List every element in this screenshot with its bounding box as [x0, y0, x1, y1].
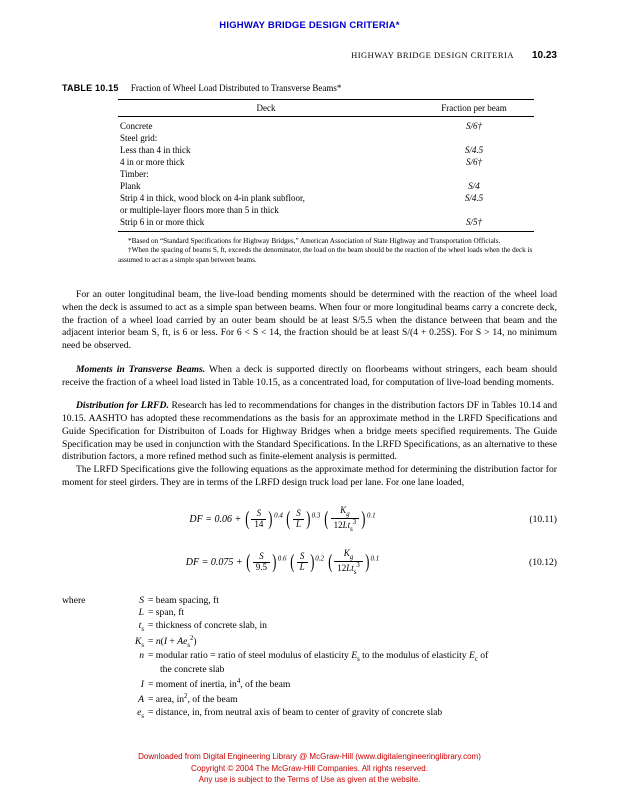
paragraph-lrfd-equations-intro: The LRFD Specifications give the following equations as the approximate method for determining the distribution factor for moment for steel girders. They are in terms of the LRFD design truck load per lane. For one lane loaded,: [62, 464, 557, 488]
wheel-load-table: [118, 99, 534, 232]
frac-num-kg: $K_g$: [343, 548, 354, 561]
equation-lhs: DF = 0.075 +: [185, 557, 243, 569]
paragraph-moments-text: When a deck is supported directly on floorbeams without stringers, each beam should receive the fraction of a wheel load listed in Table 10.15, as a concentrated load, for computation of live-load bending moments.: [62, 363, 558, 388]
table-row: [118, 180, 534, 192]
row-label: 4 in or more thick: [120, 157, 185, 167]
table-row: [118, 156, 534, 168]
frac-den-12lts3: $12Lt_s^3$: [334, 561, 363, 576]
row-value: [414, 168, 534, 180]
row-value: S/6†: [465, 157, 482, 167]
paren-close-icon: ): [309, 551, 315, 574]
row-value: [414, 132, 534, 144]
fraction-s-over-9-5: $\frac{S}{9.5}$: [253, 552, 270, 573]
row-label: Steel grid:: [120, 133, 158, 143]
row-label: Timber:: [120, 169, 149, 179]
chapter-header-link[interactable]: HIGHWAY BRIDGE DESIGN CRITERIA*: [219, 20, 400, 31]
definition-term: $t_s$: [138, 620, 144, 634]
definition-item: [108, 607, 557, 620]
row-label: Strip 4 in thick, wood block on 4-in plank subfloor,: [120, 193, 305, 203]
paren-close-icon: ): [268, 507, 273, 530]
runin-head-moments: Moments in Transverse Beams.: [76, 363, 206, 375]
fraction-kg-over-12lts3: [334, 549, 363, 577]
row-label: Strip 6 in or more thick: [118, 216, 414, 232]
exponent-2: 0.3: [311, 511, 321, 520]
table-number: TABLE 10.15: [62, 83, 119, 93]
fraction-s-over-l: $\frac{S}{L}$: [293, 509, 304, 530]
frac-den-12lts3: $12Lt_s^3$: [331, 518, 360, 533]
paragraph-distribution-text: Research has led to recommendations for changes in the distribution factors DF in Tables 10.14 and 10.15. AASHTO has adopted these recommendations as the basis for an approximate method in the LRFD Specifications and Guide Specification for Distribuiton of Loads for Highway Bridges when a bridge meets specified requirements. The Guide Specification may be used in conjunction with the Standard Specifications. In the LRFD Specifications, as an alternative to these distribution factors, a more refined method such as finite-element analysis is permitted.: [62, 400, 558, 463]
equation-10-12-body: [62, 549, 503, 577]
definition-term: L: [138, 607, 144, 619]
table-row: [118, 132, 534, 144]
row-value: S/4.5: [464, 193, 484, 203]
footer-terms-line[interactable]: Any use is subject to the Terms of Use as given at the website.: [198, 775, 421, 785]
definition-item: [108, 692, 557, 707]
exponent-3: 0.1: [366, 511, 376, 520]
definition-term: $e_s$: [137, 706, 144, 720]
row-label: Less than 4 in thick: [120, 145, 191, 155]
column-header-deck: Deck: [118, 100, 414, 117]
page-footer: [0, 751, 619, 786]
exponent-3: 0.1: [370, 554, 380, 563]
equation-10-11-row: [62, 506, 557, 534]
exponent-1: 0.4: [274, 511, 283, 520]
table-row: [118, 192, 534, 204]
exponent-2: 0.2: [315, 554, 325, 563]
paren-open-icon: (: [244, 507, 250, 530]
definition-continuation: the concrete slab: [160, 664, 225, 676]
row-value: S/6†: [465, 121, 482, 131]
row-label: or multiple-layer floors more than 5 in thick: [120, 205, 279, 215]
table-caption: [62, 83, 557, 93]
definition-text: = modular ratio = ratio of steel modulus of elasticity $E_s$ to the modulus of elasticity $E_c$ of: [148, 650, 489, 664]
where-label: where: [62, 594, 86, 606]
column-header-fraction: Fraction per beam: [414, 100, 534, 117]
paragraph-moments-transverse-beams: [62, 364, 557, 390]
definition-item: [108, 595, 557, 608]
definition-text: = moment of inertia, $in^4$, of the beam: [148, 677, 291, 691]
table-row: [118, 204, 534, 216]
paren-close-icon: ): [365, 551, 370, 574]
footnote-asterisk: *Based on “Standard Specifications for Highway Bridges,” American Association of State Highway and Transportation Officials.: [128, 237, 501, 245]
paren-open-icon: (: [290, 551, 295, 574]
paragraph-distribution-lrfd: [62, 400, 557, 464]
definition-item: [108, 707, 557, 721]
footer-copyright-line: Copyright © 2004 The McGraw-Hill Companies. All rights reserved.: [191, 763, 428, 773]
row-value: S/4: [468, 181, 480, 191]
where-definitions: [108, 595, 557, 721]
equation-lhs: DF = 0.06 +: [189, 513, 242, 525]
footer-download-line[interactable]: Downloaded from Digital Engineering Library @ McGraw-Hill (www.digitalengineeringlibrary.com): [138, 752, 481, 762]
equation-10-11-body: [62, 506, 503, 534]
runin-head-distribution: Distribution for LRFD.: [76, 400, 169, 412]
paren-open-icon: (: [246, 551, 251, 574]
table-row: [118, 216, 534, 232]
table-row: [118, 168, 534, 180]
definition-term: A: [138, 694, 144, 706]
definition-text: = beam spacing, ft: [148, 594, 219, 606]
where-block: [62, 595, 557, 721]
paragraph-outer-longitudinal-beam: For an outer longitudinal beam, the live-load bending moments should be determined with the reaction of the wheel load when the deck is assumed to act as a simple span between beams. When four or more longitudinal beams carry a concrete deck, the fraction of a wheel load carried by an outer beam should be at least S/5.5 when the distance between that beam and the adjacent interior beam S, ft, is 6 or less. For 6 < S < 14, the fraction should be at least S/(4 + 0.25S). For S > 14, no minimum need be observed.: [62, 289, 557, 352]
definition-item: [108, 634, 557, 650]
paren-open-icon: (: [324, 507, 329, 530]
frac-num-kg: $K_g$: [340, 504, 350, 518]
definition-item: [108, 677, 557, 692]
running-head-title: HIGHWAY BRIDGE DESIGN CRITERIA: [351, 50, 514, 60]
row-value: S/4.5: [464, 145, 484, 155]
page-number: 10.23: [531, 50, 557, 61]
body-text: [62, 289, 557, 490]
definition-term: $K_s$: [134, 636, 144, 650]
equation-number-10-11: (10.11): [529, 513, 557, 525]
row-value: S/5†: [414, 216, 534, 232]
paren-close-icon: ): [361, 507, 366, 530]
table-row: [118, 144, 534, 156]
row-label: Concrete: [120, 121, 153, 131]
paren-open-icon: (: [286, 507, 291, 530]
definition-term: S: [139, 594, 144, 606]
table-block: [62, 83, 557, 265]
table-row: [118, 117, 534, 133]
paren-close-icon: ): [306, 507, 311, 530]
exponent-1: 0.6: [277, 554, 287, 563]
fraction-s-over-l: $\frac{S}{L}$: [297, 552, 308, 573]
definition-item: [108, 620, 557, 634]
table-footnotes: [118, 237, 534, 265]
paren-close-icon: ): [272, 551, 277, 574]
definition-text: = $n(I + Ae_s^2)$: [148, 635, 197, 650]
definition-text: = area, $in^2$, of the beam: [148, 692, 238, 706]
row-value: [414, 204, 534, 216]
fraction-s-over-14: $\frac{S}{14}$: [251, 509, 266, 530]
definition-text: = distance, in, from neutral axis of beam to center of gravity of concrete slab: [148, 706, 443, 718]
footnote-dagger: †When the spacing of beams S, ft, exceeds the denominator, the load on the beam should be the reaction of the wheel loads when the deck is assumed to act as a simple span between beams.: [118, 246, 533, 264]
equation-10-12-row: [62, 549, 557, 577]
paren-open-icon: (: [327, 551, 332, 574]
definition-item: [108, 650, 557, 664]
equation-number-10-12: (10.12): [529, 557, 557, 569]
row-label: Plank: [120, 181, 141, 191]
definition-term: n: [139, 650, 144, 662]
table-title: Fraction of Wheel Load Distributed to Transverse Beams*: [130, 83, 342, 93]
running-head: [62, 50, 557, 61]
definition-text: = span, ft: [148, 607, 185, 619]
definition-term: I: [140, 679, 144, 691]
table-header-row: [118, 100, 534, 117]
definition-text: = thickness of concrete slab, in: [148, 620, 267, 632]
fraction-kg-over-12lts3: [331, 506, 360, 534]
